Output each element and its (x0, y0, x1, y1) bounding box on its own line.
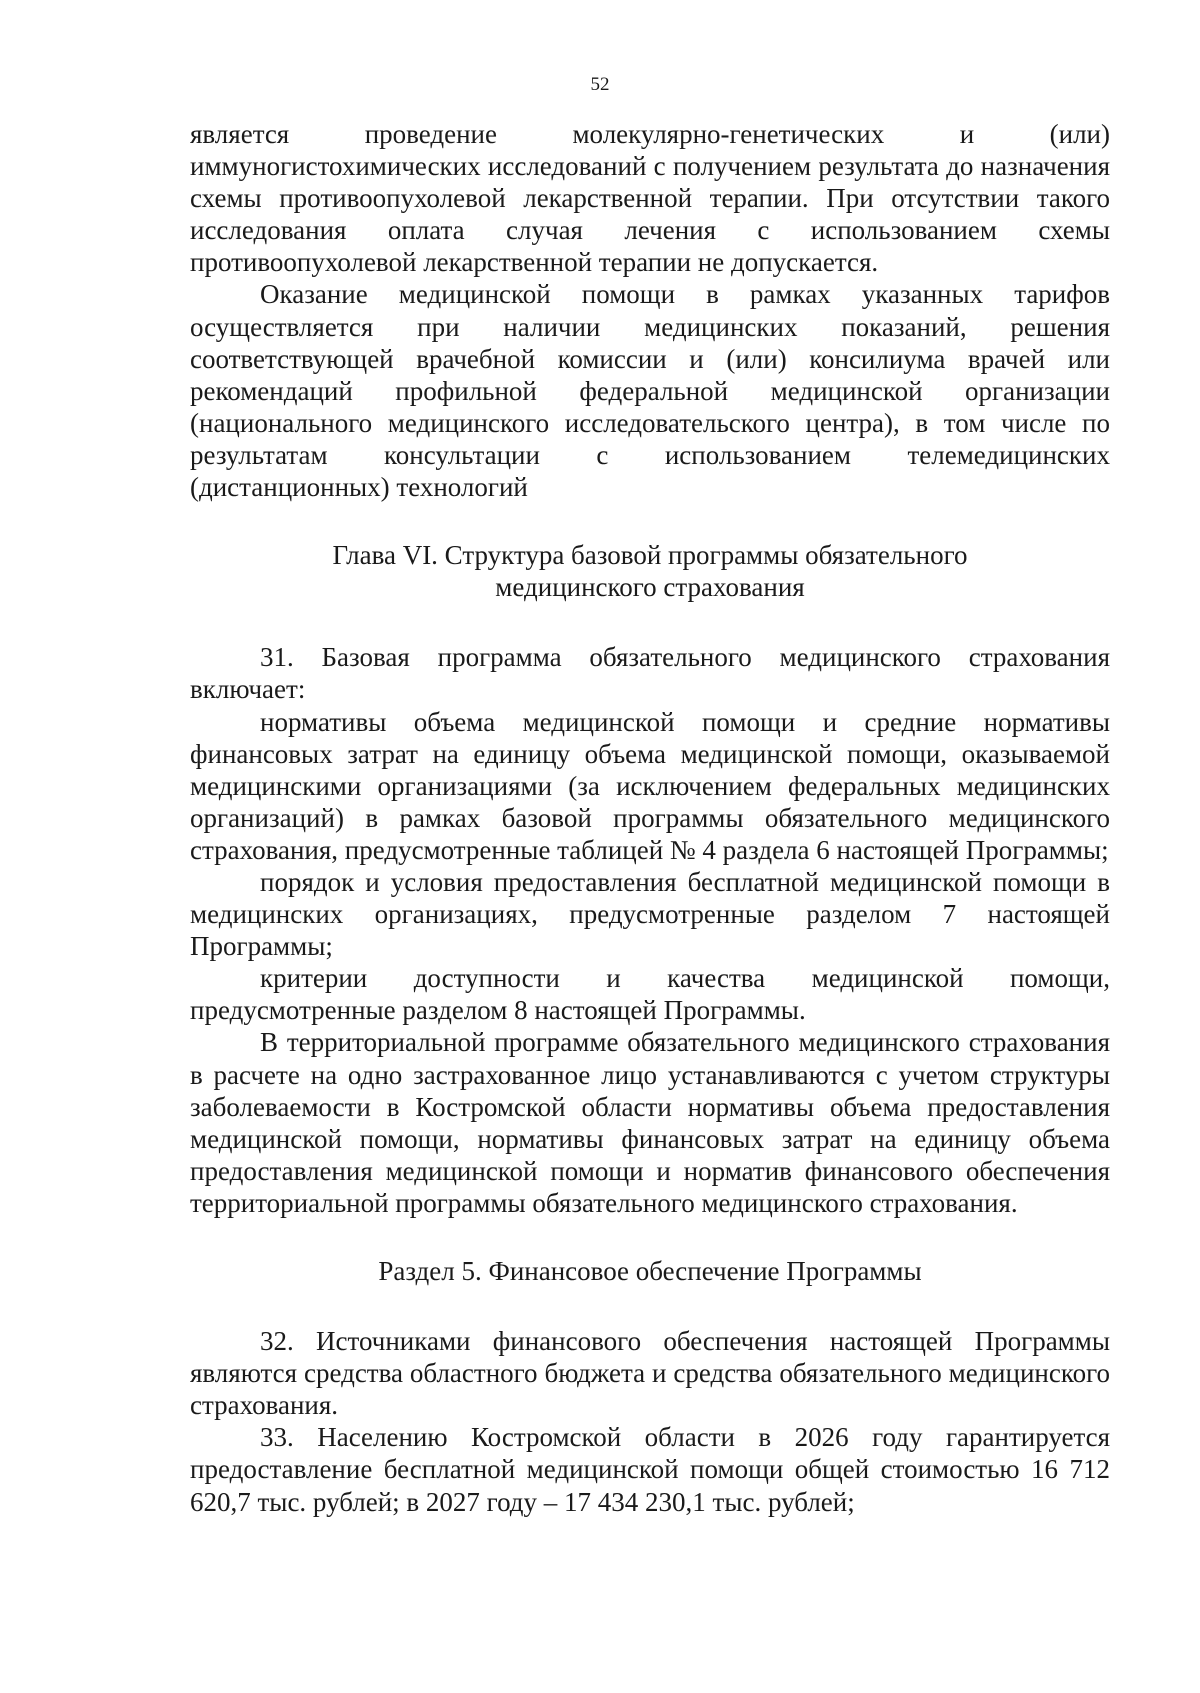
chapter-heading (190, 539, 1110, 603)
item-31-intro: 31. Базовая программа обязательного медицинского страхования включает: (190, 642, 1110, 705)
item-31-list-item: порядок и условия предоставления бесплатной медицинской помощи в медицинских организациях, предусмотренные разделом 7 настоящей Программы; (190, 866, 1110, 962)
document-body (190, 118, 1110, 1518)
page-number: 52 (590, 74, 610, 95)
item-31-territorial: В территориальной программе обязательного медицинского страхования в расчете на одно застрахованное лицо устанавливаются с учетом структуры заболеваемости в Костромской области нормативы объема предоставления медицинской помощи, нормативы финансовых затрат на единицу объема предоставления медицинской помощи и норматив финансового обеспечения территориальной программы обязательного медицинского страхования. (190, 1027, 1110, 1218)
item-33: 33. Населению Костромской области в 2026 году гарантируется предоставление бесплатной медицинской помощи общей стоимостью 16 712 620,7 тыс. рублей; в 2027 году – 17 434 230,1 тыс. рублей; (190, 1422, 1110, 1517)
item-31-list-item: критерии доступности и качества медицинской помощи, предусмотренные разделом 8 настоящей Программы. (190, 963, 1110, 1026)
chapter-heading-line-2: медицинского страхования (495, 572, 805, 603)
paragraph-tariffs: Оказание медицинской помощи в рамках указанных тарифов осуществляется при наличии медицинских показаний, решения соответствующей врачебной комиссии и (или) консилиума врачей или рекомендаций профильной федеральной медицинской организации (национального медицинского исследовательского центра), в том числе по результатам консультации с использованием телемедицинских (дистанционных) технологий (190, 279, 1110, 503)
item-31-list-item: нормативы объема медицинской помощи и средние нормативы финансовых затрат на единицу объема медицинской помощи, оказываемой медицинскими организациями (за исключением федеральных медицинских организаций) в рамках базовой программы обязательного медицинского страхования, предусмотренные таблицей № 4 раздела 6 настоящей Программы; (190, 706, 1110, 865)
chapter-heading-line-1: Глава VI. Структура базовой программы обязательного (332, 540, 968, 571)
paragraph-continuation: является проведение молекулярно-генетических и (или) иммуногистохимических исследований с получением результата до назначения схемы противоопухолевой лекарственной терапии. При отсутствии такого исследования оплата случая лечения с использованием схемы противоопухолевой лекарственной терапии не допускается. (190, 119, 1110, 278)
item-32: 32. Источниками финансового обеспечения настоящей Программы являются средства областного бюджета и средства обязательного медицинского страхования. (190, 1326, 1110, 1421)
section-heading: Раздел 5. Финансовое обеспечение Программы (378, 1256, 922, 1286)
